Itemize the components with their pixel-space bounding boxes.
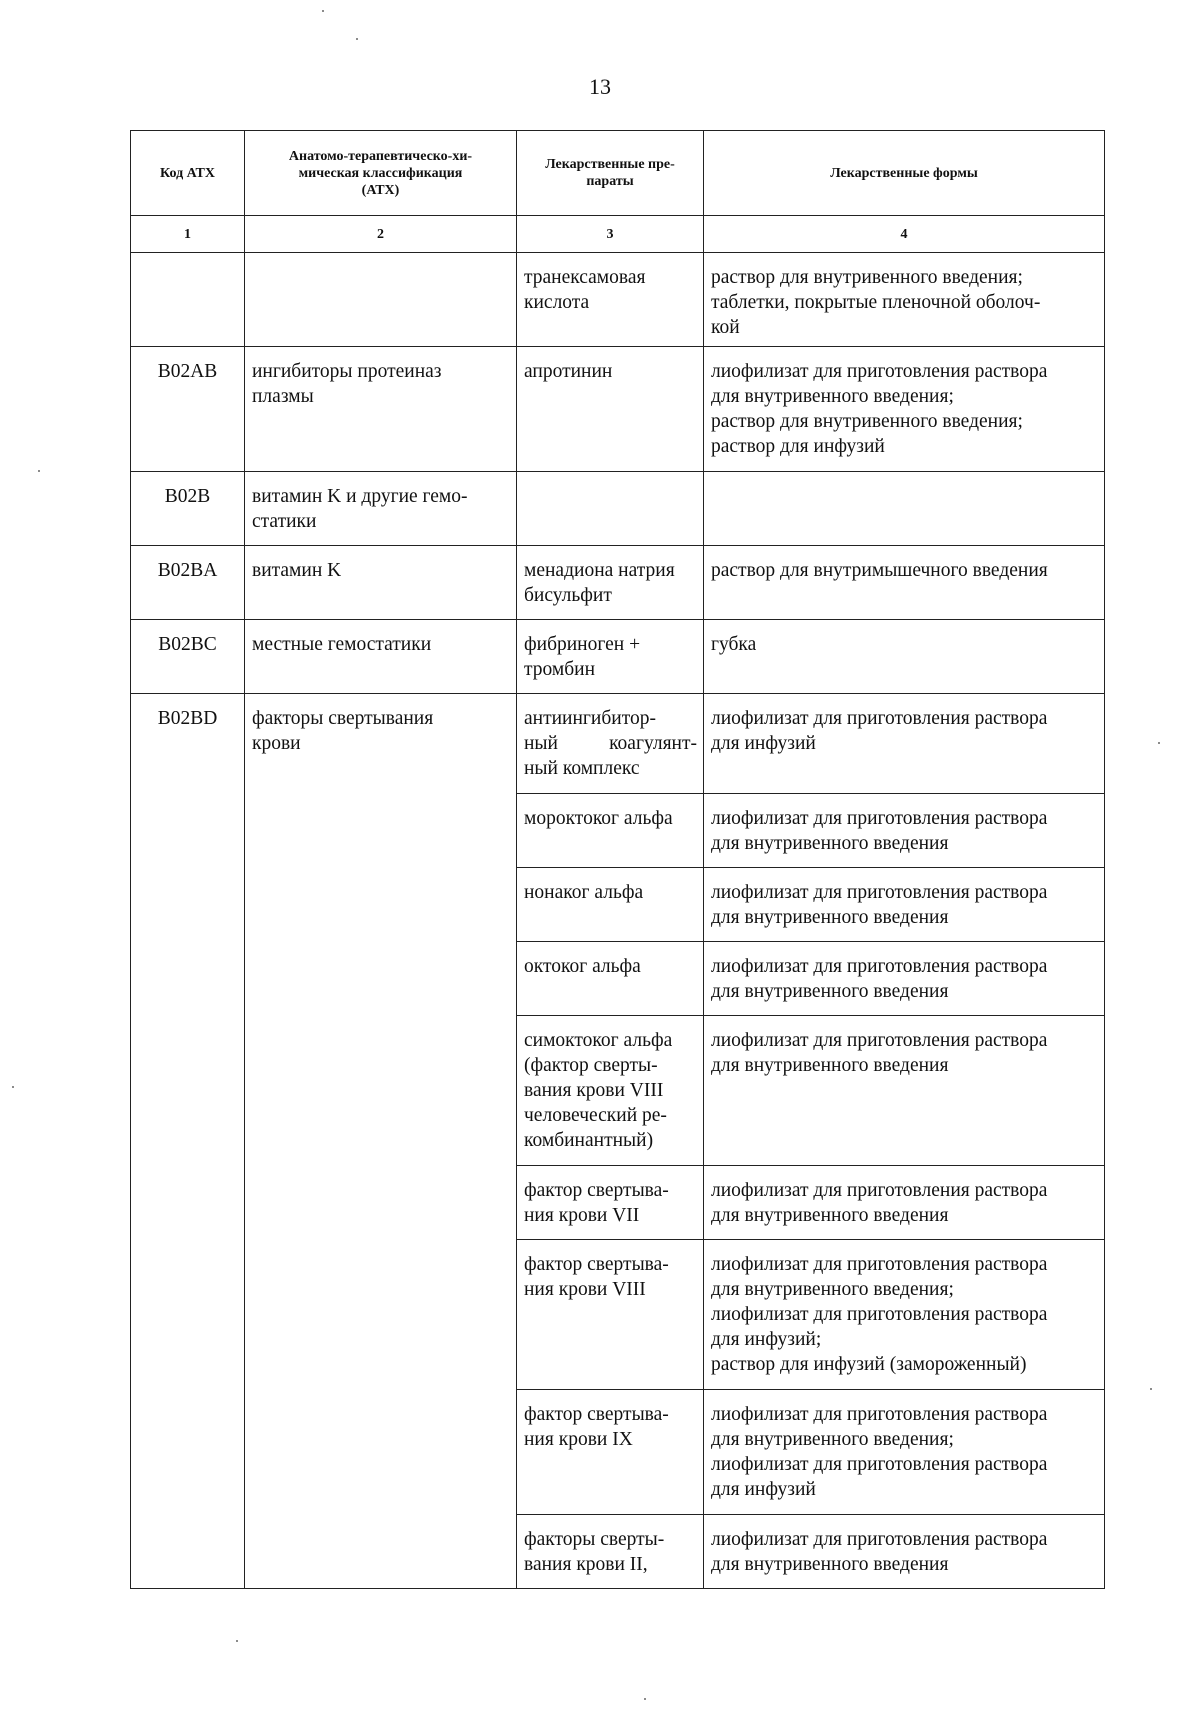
column-number: 4 <box>704 216 1105 253</box>
drug-cell: менадиона натрия бисульфит <box>517 546 704 620</box>
dosage-form-cell: лиофилизат для приготовления раствора для внутривенного введения; лиофилизат для приготовления раствора для инфузий; раствор для инфузий (замороженный) <box>704 1240 1105 1390</box>
scan-speck <box>236 1640 238 1642</box>
drug-cell: фибриноген + тромбин <box>517 620 704 694</box>
table-row <box>131 347 1105 472</box>
classification-cell: ингибиторы протеиназ плазмы <box>245 347 517 472</box>
classification-cell: витамин K <box>245 546 517 620</box>
dosage-form-cell: лиофилизат для приготовления раствора для внутривенного введения <box>704 1166 1105 1240</box>
table-header-row <box>131 131 1105 216</box>
header-code: Код АТХ <box>131 131 245 216</box>
scan-speck <box>1150 1388 1152 1390</box>
classification-cell: витамин K и другие гемо- статики <box>245 472 517 546</box>
table-row <box>131 620 1105 694</box>
drug-cell: антиингибитор- ный коагулянт- ный комплекс <box>517 694 704 794</box>
drug-cell: транексамовая кислота <box>517 253 704 347</box>
dosage-form-cell: лиофилизат для приготовления раствора для внутривенного введения; раствор для внутривенного введения; раствор для инфузий <box>704 347 1105 472</box>
dosage-form-cell: лиофилизат для приготовления раствора для внутривенного введения; лиофилизат для приготовления раствора для инфузий <box>704 1390 1105 1515</box>
table-row <box>131 546 1105 620</box>
drug-cell: факторы сверты- вания крови II, <box>517 1515 704 1589</box>
header-drugs: Лекарственные пре- параты <box>517 131 704 216</box>
dosage-form-cell <box>704 472 1105 546</box>
drug-cell: фактор свертыва- ния крови VIII <box>517 1240 704 1390</box>
atx-code-cell: B02BC <box>131 620 245 694</box>
header-classification: Анатомо-терапевтическо-хи- мическая классификация (АТХ) <box>245 131 517 216</box>
dosage-form-cell: лиофилизат для приготовления раствора для внутривенного введения <box>704 942 1105 1016</box>
scan-speck <box>38 470 40 472</box>
scan-speck <box>356 38 358 40</box>
dosage-form-cell: лиофилизат для приготовления раствора для внутривенного введения <box>704 868 1105 942</box>
column-number: 1 <box>131 216 245 253</box>
classification-cell <box>245 253 517 347</box>
atx-code-cell <box>131 253 245 347</box>
dosage-form-cell: лиофилизат для приготовления раствора для внутривенного введения <box>704 794 1105 868</box>
table-row <box>131 694 1105 794</box>
atx-table <box>130 130 1105 1589</box>
table-row <box>131 253 1105 347</box>
dosage-form-cell: губка <box>704 620 1105 694</box>
scan-speck <box>322 10 324 12</box>
drug-cell: апротинин <box>517 347 704 472</box>
drug-cell: фактор свертыва- ния крови IX <box>517 1390 704 1515</box>
column-number-row <box>131 216 1105 253</box>
drug-cell: мороктоког альфа <box>517 794 704 868</box>
drug-cell: октоког альфа <box>517 942 704 1016</box>
atx-code-cell: B02BD <box>131 694 245 1589</box>
dosage-form-cell: лиофилизат для приготовления раствора для внутривенного введения <box>704 1515 1105 1589</box>
dosage-form-cell: лиофилизат для приготовления раствора для инфузий <box>704 694 1105 794</box>
dosage-form-cell: раствор для внутривенного введения; таблетки, покрытые пленочной оболоч- кой <box>704 253 1105 347</box>
header-forms: Лекарственные формы <box>704 131 1105 216</box>
drug-cell: фактор свертыва- ния крови VII <box>517 1166 704 1240</box>
page-number: 13 <box>589 74 611 99</box>
drug-cell: нонаког альфа <box>517 868 704 942</box>
classification-cell: местные гемостатики <box>245 620 517 694</box>
dosage-form-cell: лиофилизат для приготовления раствора для внутривенного введения <box>704 1016 1105 1166</box>
atx-code-cell: B02BA <box>131 546 245 620</box>
atx-code-cell: B02AB <box>131 347 245 472</box>
column-number: 2 <box>245 216 517 253</box>
table-row <box>131 472 1105 546</box>
atx-code-cell: B02B <box>131 472 245 546</box>
drug-cell: симоктоког альфа (фактор сверты- вания крови VIII человеческий ре- комбинантный) <box>517 1016 704 1166</box>
scan-speck <box>12 1086 14 1088</box>
scan-speck <box>1158 742 1160 744</box>
column-number: 3 <box>517 216 704 253</box>
drug-cell <box>517 472 704 546</box>
dosage-form-cell: раствор для внутримышечного введения <box>704 546 1105 620</box>
scan-speck <box>644 1698 646 1700</box>
classification-cell: факторы свертывания крови <box>245 694 517 1589</box>
